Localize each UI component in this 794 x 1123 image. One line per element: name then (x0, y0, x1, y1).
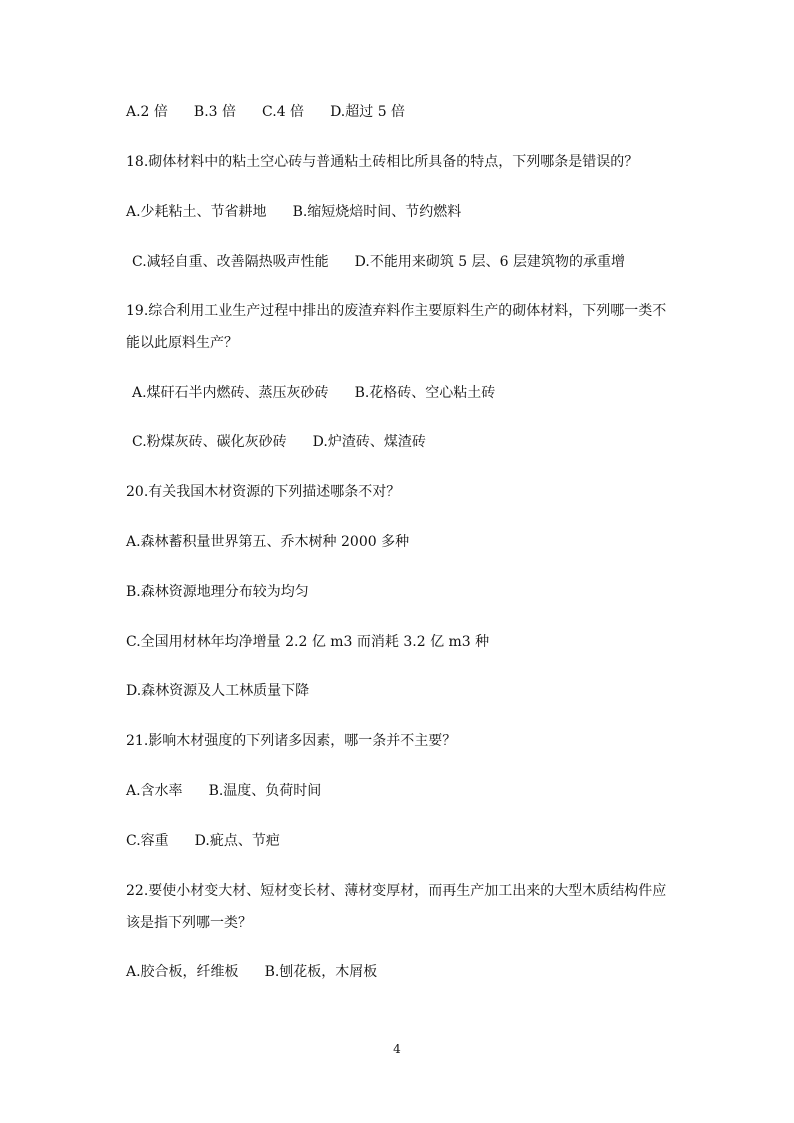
q19-options-row1 (132, 384, 495, 402)
q21-question: 21.影响木材强度的下列诸多因素，哪一条并不主要？ (126, 733, 457, 749)
q18-option-a: A.少耗粘土、节省耕地 (126, 204, 267, 220)
q20-option-d: D.森林资源及人工林质量下降 (126, 683, 310, 699)
q21-options-row1 (126, 782, 321, 800)
q17-option-a: A.2 倍 (126, 104, 168, 120)
q18-option-b: B.缩短烧焙时间、节约燃料 (292, 204, 462, 220)
q17-option-d: D.超过 5 倍 (330, 104, 406, 120)
q18-option-c: C.减轻自重、改善隔热吸声性能 (132, 254, 329, 270)
q21-option-a: A.含水率 (126, 783, 183, 799)
q19-question-line2: 能以此原料生产？ (126, 335, 238, 351)
q18-option-d: D.不能用来砌筑 5 层、6 层建筑物的承重增 (354, 254, 626, 270)
q20-option-b: B.森林资源地理分布较为均匀 (126, 584, 309, 600)
q17-option-c: C.4 倍 (262, 104, 305, 120)
q19-question-line1: 19.综合利用工业生产过程中排出的废渣弃料作主要原料生产的砌体材料，下列哪一类不 (126, 303, 667, 319)
q22-option-a: A.胶合板，纤维板 (126, 964, 239, 980)
q19-options-row2 (132, 433, 426, 451)
q21-options-row2 (126, 832, 280, 850)
q20-question: 20.有关我国木材资源的下列描述哪条不对？ (126, 484, 401, 500)
q18-question: 18.砌体材料中的粘土空心砖与普通粘土砖相比所具备的特点，下列哪条是错误的？ (126, 154, 639, 170)
q22-question-line2: 该是指下列哪一类？ (126, 915, 252, 931)
q18-options-row1 (126, 203, 461, 221)
q18-options-row2 (132, 253, 625, 271)
q21-option-b: B.温度、负荷时间 (208, 783, 322, 799)
q19-option-b: B.花格砖、空心粘土砖 (354, 385, 496, 401)
q19-option-d: D.炉渣砖、煤渣砖 (312, 434, 426, 450)
q22-question-line1: 22.要使小材变大材、短材变长材、薄材变厚材，而再生产加工出来的大型木质结构件应 (126, 883, 667, 899)
q21-option-c: C.容重 (126, 833, 169, 849)
q17-options (126, 103, 405, 121)
q19-option-a: A.煤矸石半内燃砖、蒸压灰砂砖 (132, 385, 329, 401)
q21-option-d: D.疵点、节疤 (194, 833, 280, 849)
q22-option-b: B.刨花板，木屑板 (264, 964, 378, 980)
q19-option-c: C.粉煤灰砖、碳化灰砂砖 (132, 434, 287, 450)
page-number: 4 (393, 1042, 401, 1056)
q20-option-a: A.森林蓄积量世界第五、乔木树种 2000 多种 (126, 534, 410, 550)
q22-options-row1 (126, 963, 377, 981)
q17-option-b: B.3 倍 (193, 104, 237, 120)
q20-option-c: C.全国用材林年均净增量 2.2 亿 m3 而消耗 3.2 亿 m3 种 (126, 634, 490, 650)
